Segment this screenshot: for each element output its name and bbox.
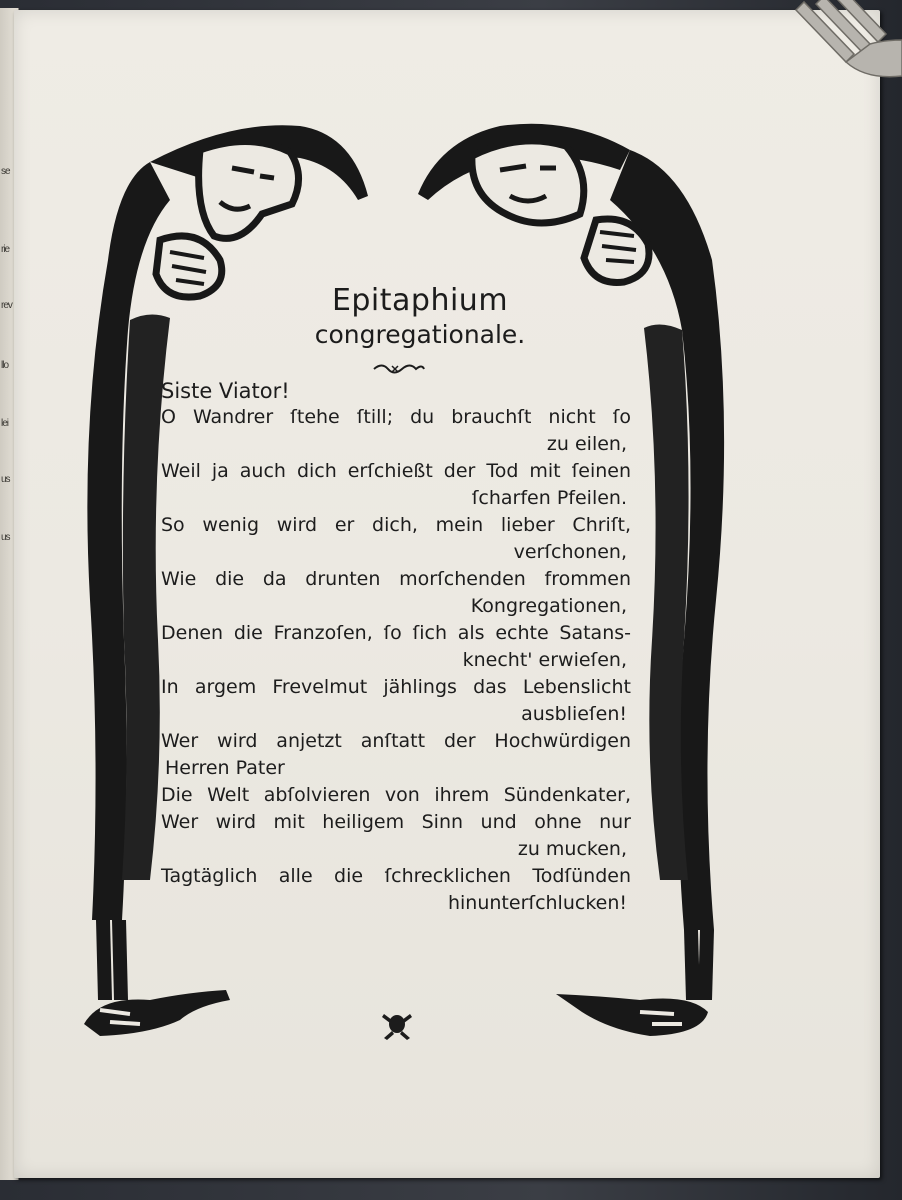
poem-line-continuation: verſchonen, <box>513 541 627 563</box>
flourish-ornament-icon <box>372 362 426 376</box>
poem-line-continuation: ſcharfen Pfeilen. <box>471 487 627 509</box>
left-page-fragment: us <box>1 532 10 543</box>
poem-line-continuation: ausblieſen! <box>521 703 627 725</box>
poem-verse <box>161 674 631 728</box>
poem-line-continuation: knecht' erwieſen, <box>462 649 627 671</box>
poem-verse <box>161 728 631 782</box>
poem-line: Wer wird mit heiligem Sinn und ohne nur <box>161 811 631 833</box>
small-frog-vignette-icon <box>380 1008 414 1042</box>
left-page-fragment: rev <box>1 300 12 311</box>
poem-line-continuation: zu mucken, <box>517 838 627 860</box>
poem-text <box>161 378 631 917</box>
page-title: Epitaphium <box>331 283 509 318</box>
left-page-fragment: rie <box>1 244 10 255</box>
poem-verse <box>161 809 631 863</box>
poem-line: Weil ja auch dich erſchießt der Tod mit ſeinen <box>161 460 631 482</box>
poem-verse <box>161 863 631 917</box>
poem-line-continuation: Herren Pater <box>165 757 285 779</box>
poem-line-continuation: Kongregationen, <box>470 595 627 617</box>
poem-line: O Wandrer ſtehe ſtill; du brauchſt nicht ſo <box>161 406 631 428</box>
left-page-fragment: lei <box>1 418 9 429</box>
poem-verse <box>161 458 631 512</box>
poem-line-continuation: hinunterſchlucken! <box>447 892 627 914</box>
poem-opening: Siste Viator! <box>161 379 290 403</box>
poem-line-continuation: zu eilen, <box>546 433 627 455</box>
poem-verse <box>161 404 631 458</box>
poem-line: In argem Frevelmut jählings das Lebenslicht <box>161 676 631 698</box>
page-subtitle: congregationale. <box>314 320 526 349</box>
poem-line: Die Welt abſolvieren von ihrem Sündenkater, <box>161 784 631 806</box>
poem-line: Wie die da drunten morſchenden frommen <box>161 568 631 590</box>
poem-verse <box>161 566 631 620</box>
poem-verse <box>161 512 631 566</box>
left-page-fragment: se <box>1 166 10 177</box>
poem-line: Denen die Franzoſen, ſo ſich als echte Satans- <box>161 622 631 644</box>
left-page-fragment: us <box>1 474 10 485</box>
poem-line: Wer wird anjetzt anſtatt der Hochwürdigen <box>161 730 631 752</box>
poem-verse <box>161 782 631 809</box>
poem-verse <box>161 620 631 674</box>
left-page-fragment: llo <box>1 360 9 371</box>
poem-line: Tagtäglich alle die ſchrecklichen Todſünden <box>161 865 631 887</box>
poem-line: So wenig wird er dich, mein lieber Chriſt, <box>161 514 631 536</box>
